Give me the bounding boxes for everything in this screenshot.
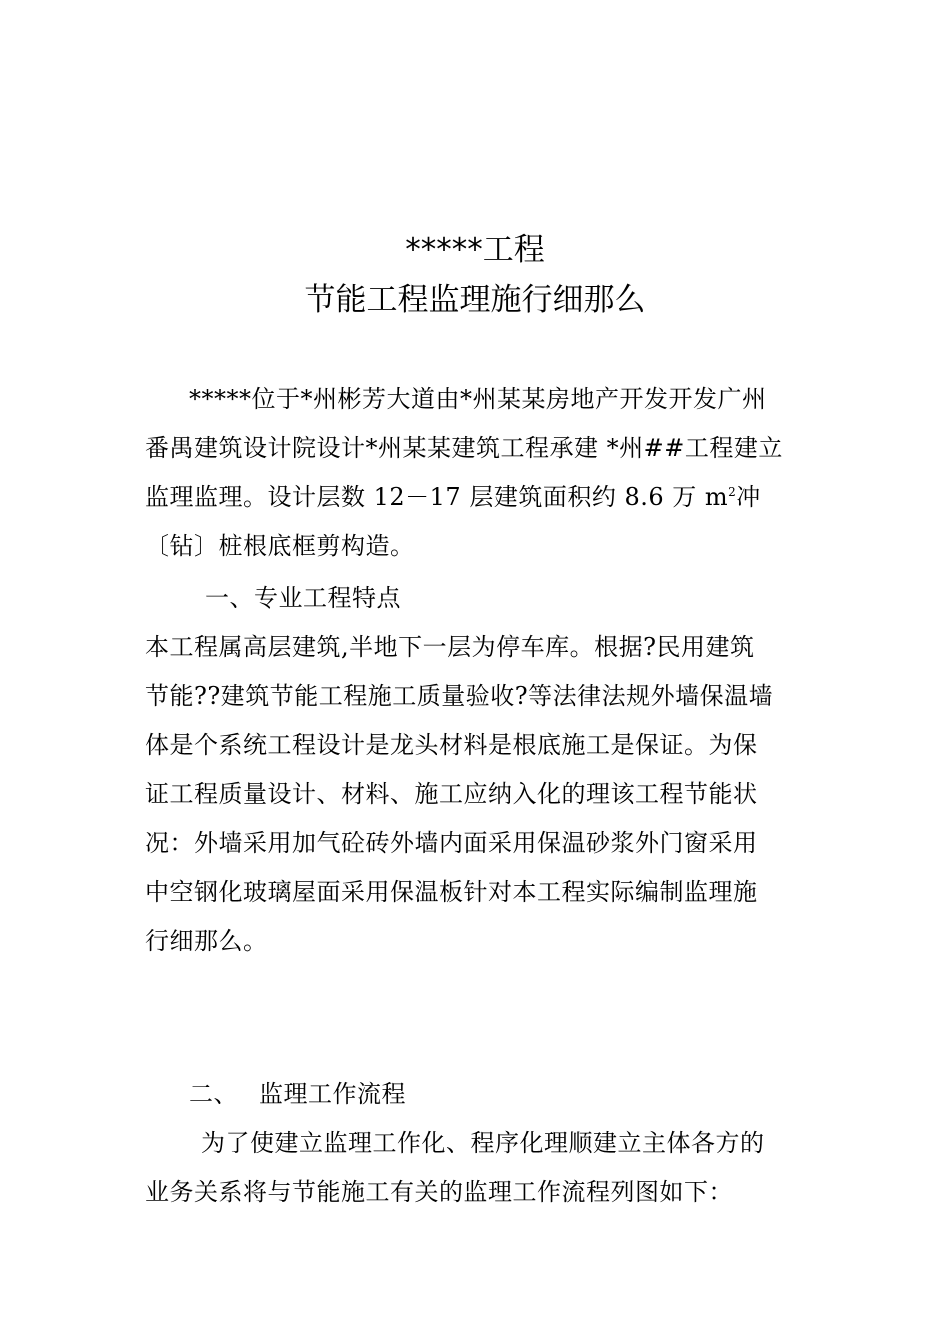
superscript: 2 — [728, 485, 737, 499]
section-1-line: 行细那么。 — [145, 927, 268, 955]
intro-line — [145, 473, 810, 522]
section-1-line: 本工程属高层建筑,半地下一层为停车库。根据?民用建筑 — [145, 633, 755, 661]
section-2-line: 为了使建立监理工作化、程序化理顺建立主体各方的 — [201, 1129, 765, 1157]
intro-line: 番禺建筑设计院设计*州某某建筑工程承建 *州##工程建立 — [145, 434, 783, 462]
intro-paragraph — [145, 375, 810, 571]
section-2-line: 业务关系将与节能施工有关的监理工作流程列图如下： — [145, 1178, 733, 1206]
intro-line: 〔钻〕桩根底框剪构造。 — [145, 532, 415, 560]
intro-text: 监理监理。设计层数 12－17 层建筑面积约 8.6 万 m — [145, 483, 729, 511]
section-2-title: 监理工作流程 — [259, 1080, 406, 1108]
document-title-main: 节能工程监理施行细那么 — [304, 282, 646, 318]
section-1 — [145, 574, 810, 623]
section-1-line: 节能??建筑节能工程施工质量验收?等法律法规外墙保温墙 — [145, 682, 774, 710]
intro-text: 冲 — [736, 483, 761, 511]
section-1-line: 体是个系统工程设计是龙头材料是根底施工是保证。为保 — [145, 731, 758, 759]
document-title-project: *****工程 — [405, 232, 545, 268]
section-2 — [145, 1070, 810, 1217]
section-1-heading: 一、专业工程特点 — [205, 584, 401, 612]
section-1-line: 况：外墙采用加气砼砖外墙内面采用保温砂浆外门窗采用 — [145, 829, 758, 857]
section-2-number: 二、 — [189, 1080, 238, 1108]
section-1-line: 证工程质量设计、材料、施工应纳入化的理该工程节能状 — [145, 780, 758, 808]
section-1-line: 中空钢化玻璃屋面采用保温板针对本工程实际编制监理施 — [145, 878, 758, 906]
section-2-heading — [145, 1070, 810, 1119]
intro-line: *****位于*州彬芳大道由*州某某房地产开发开发广州 — [189, 385, 767, 413]
section-1-paragraph — [145, 623, 810, 966]
